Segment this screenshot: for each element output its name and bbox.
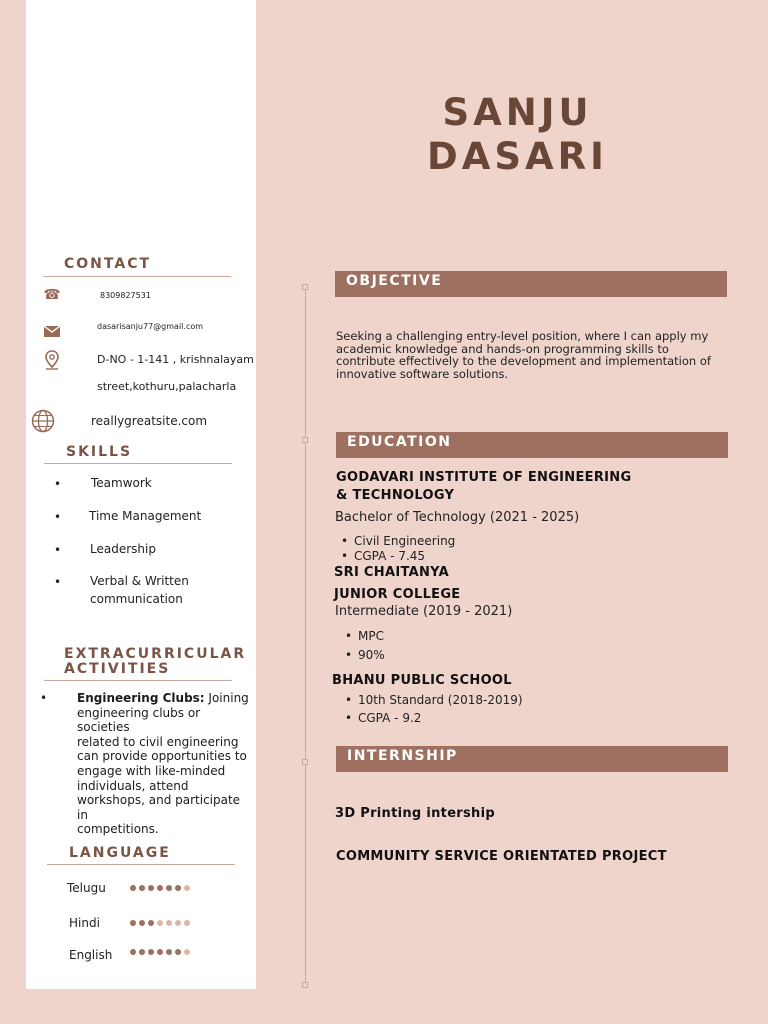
education-school-1-line2: & TECHNOLOGY [336, 488, 455, 503]
education-degree-2: Intermediate (2019 - 2021) [335, 604, 513, 619]
extracurricular-rule [44, 680, 232, 681]
timeline-tick [302, 437, 308, 443]
skill-item-time-management: Time Management [89, 509, 202, 523]
skill-item-leadership: Leadership [90, 542, 156, 556]
extracurricular-label: Engineering Clubs: [77, 691, 205, 705]
education-school-3-line1: BHANU PUBLIC SCHOOL [332, 673, 512, 688]
education-school-2-line2: JUNIOR COLLEGE [334, 587, 461, 602]
education-3-bullet-1: 10th Standard (2018-2019) [358, 693, 523, 707]
timeline-tick [302, 284, 308, 290]
education-2-bullet-1: MPC [358, 629, 384, 643]
proficiency-dot [166, 920, 172, 926]
name-last: DASARI [427, 135, 608, 178]
extracurricular-title [64, 647, 246, 677]
phone-text: 8309827531 [100, 291, 151, 300]
proficiency-dot [184, 949, 190, 955]
skills-rule [44, 463, 232, 464]
extracurricular-bullet: • [40, 691, 48, 705]
proficiency-dot [139, 885, 145, 891]
skill-item-verbal-written: Verbal & Written [90, 574, 189, 588]
education-1-bullet-1: Civil Engineering [354, 534, 456, 548]
proficiency-dot [166, 885, 172, 891]
education-1-bullet-2: CGPA - 7.45 [354, 549, 426, 563]
education-3-bullet-2: CGPA - 9.2 [358, 711, 422, 725]
contact-rule [43, 276, 231, 277]
proficiency-dot [184, 885, 190, 891]
skill-bullet: • [54, 543, 62, 557]
phone-icon: ☎ [43, 287, 61, 303]
extracurricular-title-line2: ACTIVITIES [64, 661, 171, 677]
language-title: LANGUAGE [69, 845, 171, 861]
proficiency-dot [157, 949, 163, 955]
skill-item-communication: communication [90, 592, 183, 606]
proficiency-dot [139, 949, 145, 955]
education-bullet: • [345, 629, 353, 643]
left-panel [26, 0, 256, 989]
education-school-2-line1: SRI CHAITANYA [334, 565, 449, 580]
education-degree-1: Bachelor of Technology (2021 - 2025) [335, 510, 580, 525]
education-bullet: • [345, 648, 353, 662]
extracurricular-text: Engineering Clubs: Joining engineering clubs or societies related to civil engineering can provide opportunities to engage with like-minded individuals, attend workshops, and participate in competitions. [77, 691, 249, 837]
skill-bullet: • [54, 575, 62, 589]
proficiency-dot [157, 920, 163, 926]
skills-title: SKILLS [66, 444, 133, 460]
language-rule [47, 864, 235, 865]
proficiency-dot [175, 949, 181, 955]
website-link[interactable]: reallygreatsite.com [91, 414, 208, 428]
proficiency-dot [175, 920, 181, 926]
proficiency-dot [130, 920, 136, 926]
proficiency-dot [157, 885, 163, 891]
skill-item-teamwork: Teamwork [91, 476, 152, 490]
language-name-hindi: Hindi [69, 916, 100, 930]
internship-title: INTERNSHIP [347, 748, 458, 764]
objective-text: Seeking a challenging entry-level position, where I can apply my academic knowledge and hands-on programming skills to contribute effectively to the development and implementation of innovative software solutions. [336, 329, 711, 381]
language-name-telugu: Telugu [67, 881, 106, 895]
timeline-tick [302, 759, 308, 765]
proficiency-dot [148, 885, 154, 891]
internship-item-1: 3D Printing intership [335, 806, 495, 821]
globe-icon [31, 409, 55, 433]
language-level-english [130, 947, 190, 957]
education-school-1-line1: GODAVARI INSTITUTE OF ENGINEERING [336, 470, 632, 485]
proficiency-dot [139, 920, 145, 926]
location-icon [44, 350, 60, 370]
education-bullet: • [345, 693, 353, 707]
objective-title: OBJECTIVE [346, 273, 443, 289]
address-line1: D-NO - 1-141 , krishnalayam [97, 353, 254, 366]
education-bullet: • [345, 711, 353, 725]
extracurricular-title-line1: EXTRACURRICULAR [64, 646, 247, 662]
contact-title: CONTACT [64, 256, 152, 272]
name-first: SANJU [442, 91, 593, 134]
education-title: EDUCATION [347, 434, 452, 450]
language-level-hindi [130, 918, 190, 928]
education-bullet: • [341, 549, 349, 563]
proficiency-dot [130, 885, 136, 891]
mail-icon [44, 322, 60, 333]
timeline-line [305, 287, 306, 985]
education-bullet: • [341, 534, 349, 548]
proficiency-dot [184, 920, 190, 926]
email-text: dasarisanju77@gmail.com [97, 322, 204, 331]
proficiency-dot [166, 949, 172, 955]
education-2-bullet-2: 90% [358, 648, 385, 662]
language-name-english: English [69, 948, 113, 962]
proficiency-dot [130, 949, 136, 955]
timeline-tick [302, 982, 308, 988]
proficiency-dot [148, 949, 154, 955]
skill-bullet: • [54, 477, 62, 491]
proficiency-dot [148, 920, 154, 926]
skill-bullet: • [54, 510, 62, 524]
internship-item-2: COMMUNITY SERVICE ORIENTATED PROJECT [336, 849, 667, 864]
address-line2: street,kothuru,palacharla [97, 380, 237, 393]
proficiency-dot [175, 885, 181, 891]
language-level-telugu [130, 883, 190, 893]
